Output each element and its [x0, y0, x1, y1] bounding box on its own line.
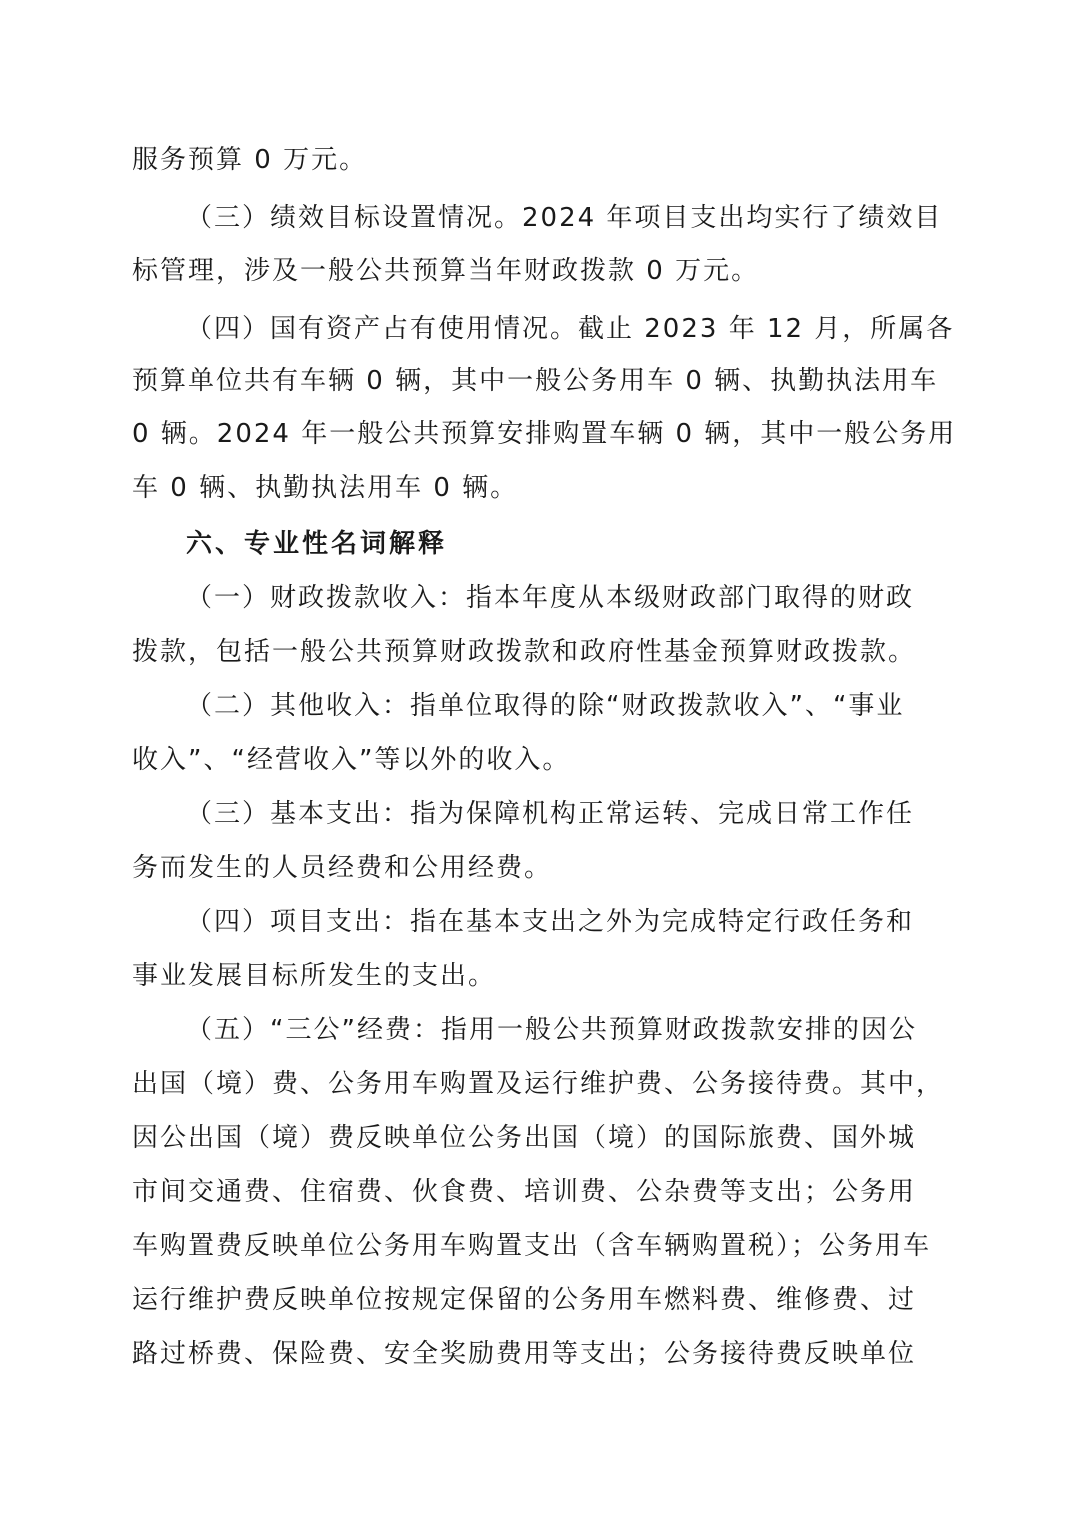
- text-line: 0 辆。2024 年一般公共预算安排购置车辆 0 辆，其中一般公务用: [132, 419, 957, 449]
- text-line: 运行维护费反映单位按规定保留的公务用车燃料费、维修费、过: [132, 1285, 917, 1315]
- text-line: 预算单位共有车辆 0 辆，其中一般公务用车 0 辆、执勤执法用车: [132, 366, 939, 396]
- text-line: （四）项目支出：指在基本支出之外为完成特定行政任务和: [186, 907, 915, 937]
- text-line: （四）国有资产占有使用情况。截止 2023 年 12 月，所属各: [186, 314, 955, 344]
- text-line: （五）“三公”经费：指用一般公共预算财政拨款安排的因公: [186, 1015, 917, 1045]
- section-heading: 六、专业性名词解释: [186, 529, 448, 559]
- text-line: 收入”、“经营收入”等以外的收入。: [132, 745, 571, 775]
- text-line: 服务预算 0 万元。: [132, 145, 368, 175]
- text-line: （三）基本支出：指为保障机构正常运转、完成日常工作任: [186, 799, 915, 829]
- text-line: 路过桥费、保险费、安全奖励费用等支出；公务接待费反映单位: [132, 1339, 917, 1369]
- text-line: 拨款，包括一般公共预算财政拨款和政府性基金预算财政拨款。: [132, 637, 917, 667]
- text-line: 车 0 辆、执勤执法用车 0 辆。: [132, 473, 519, 503]
- text-line: （二）其他收入：指单位取得的除“财政拨款收入”、“事业: [186, 691, 905, 721]
- text-line: 事业发展目标所发生的支出。: [132, 961, 497, 991]
- text-line: 标管理，涉及一般公共预算当年财政拨款 0 万元。: [132, 256, 760, 286]
- text-line: 市间交通费、住宿费、伙食费、培训费、公杂费等支出；公务用: [132, 1177, 917, 1207]
- text-line: （一）财政拨款收入：指本年度从本级财政部门取得的财政: [186, 583, 915, 613]
- text-line: 因公出国（境）费反映单位公务出国（境）的国际旅费、国外城: [132, 1123, 917, 1153]
- text-line: 车购置费反映单位公务用车购置支出（含车辆购置税）；公务用车: [132, 1231, 932, 1261]
- text-line: （三）绩效目标设置情况。2024 年项目支出均实行了绩效目: [186, 203, 943, 233]
- text-line: 务而发生的人员经费和公用经费。: [132, 853, 553, 883]
- text-line: 出国（境）费、公务用车购置及运行维护费、公务接待费。其中，: [132, 1069, 945, 1099]
